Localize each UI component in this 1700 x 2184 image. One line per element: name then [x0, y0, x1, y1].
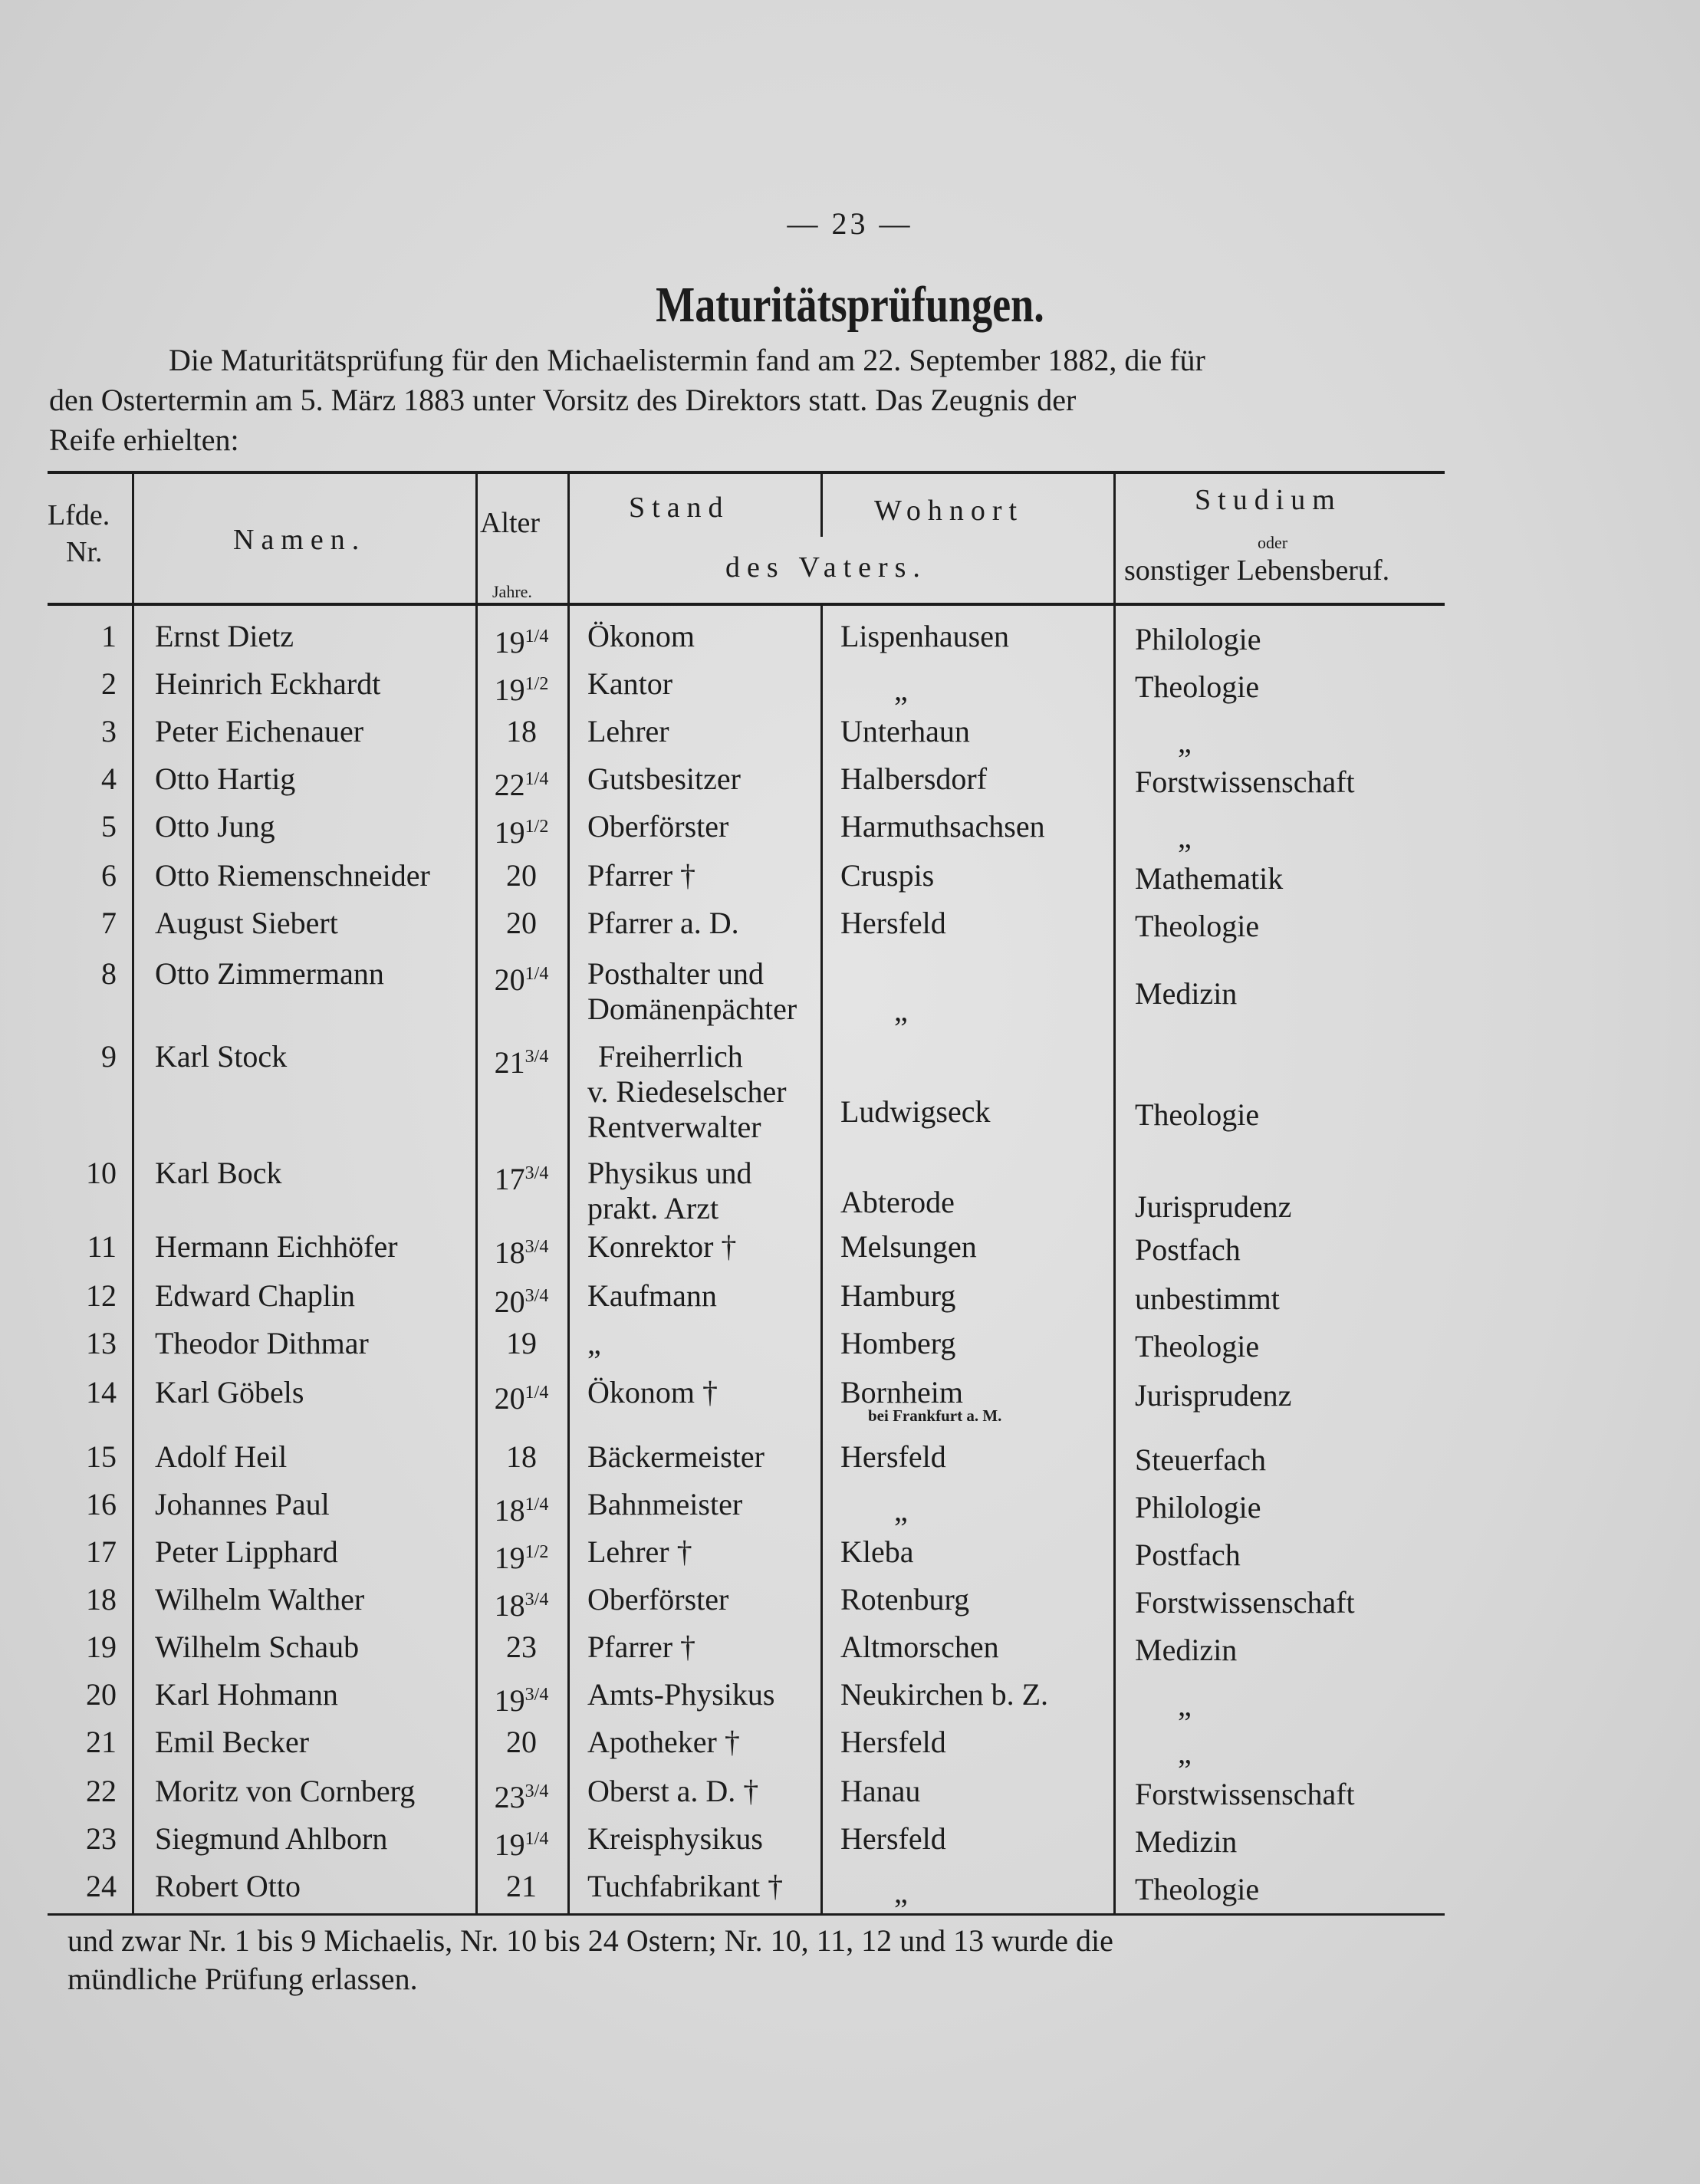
age-fraction: 1/4 [524, 1829, 549, 1849]
age-fraction: 1/4 [524, 627, 549, 646]
row-age [486, 1630, 557, 1664]
row-name: Karl Hohmann [155, 1677, 338, 1712]
row-wohnort: Abterode [840, 1185, 955, 1219]
row-stand: Apotheker † [587, 1725, 740, 1759]
age-whole: 19 [506, 1326, 537, 1360]
row-studium: Medizin [1135, 976, 1238, 1011]
row-number: 11 [87, 1229, 117, 1264]
header-des-vaters: des Vaters. [725, 551, 927, 584]
age-whole: 19 [494, 673, 525, 707]
row-number: 8 [101, 956, 117, 991]
row-name: Hermann Eichhöfer [155, 1229, 398, 1264]
age-whole: 18 [494, 1493, 525, 1528]
header-lfde: Lfde. [48, 499, 110, 531]
row-number: 4 [101, 761, 117, 796]
row-studium: „ [1178, 725, 1192, 759]
row-name: Otto Hartig [155, 761, 296, 796]
row-stand: Pfarrer a. D. [587, 906, 739, 940]
row-studium: Mathematik [1135, 861, 1284, 896]
row-age [486, 667, 557, 707]
row-studium: unbestimmt [1135, 1281, 1280, 1316]
row-studium: Theologie [1135, 1097, 1260, 1132]
row-number: 19 [86, 1630, 117, 1664]
row-stand: „ [587, 1326, 601, 1360]
row-age [486, 1774, 557, 1814]
age-fraction: 3/4 [524, 1047, 549, 1067]
row-age [486, 1488, 557, 1528]
row-stand: Oberförster [587, 1582, 729, 1617]
row-stand: Konrektor † [587, 1229, 737, 1264]
age-fraction: 1/4 [524, 1495, 549, 1515]
row-stand: Gutsbesitzer [587, 761, 741, 796]
row-name: Johannes Paul [155, 1487, 330, 1521]
age-fraction: 1/4 [524, 964, 549, 984]
row-stand: Amts-Physikus [587, 1677, 775, 1712]
row-studium: Forstwissenschaft [1135, 1777, 1355, 1811]
row-wohnort: Hersfeld [840, 1821, 946, 1856]
row-name: Karl Göbels [155, 1375, 304, 1409]
row-stand: Kreisphysikus [587, 1821, 763, 1856]
row-number: 12 [86, 1278, 117, 1313]
row-age [486, 1583, 557, 1623]
age-whole: 23 [494, 1780, 525, 1814]
row-age [486, 1040, 557, 1080]
column-divider [1113, 474, 1116, 1914]
row-age [486, 1279, 557, 1319]
row-age [486, 1870, 557, 1903]
age-fraction: 3/4 [524, 1237, 549, 1257]
header-lebensberuf: sonstiger Lebensberuf. [1124, 554, 1390, 587]
footer-paragraph [67, 1922, 1448, 1998]
row-wohnort: „ [894, 993, 908, 1028]
row-wohnort: Harmuthsachsen [840, 809, 1045, 844]
row-stand: Rentverwalter [587, 1110, 761, 1144]
intro-line: den Ostertermin am 5. März 1883 unter Vorsitz des Direktors statt. Das Zeugnis der [49, 383, 1077, 417]
row-stand: Pfarrer † [587, 1630, 696, 1664]
age-whole: 20 [506, 858, 537, 893]
row-name: Edward Chaplin [155, 1278, 356, 1313]
row-wohnort: Kleba [840, 1534, 914, 1569]
header-jahre: Jahre. [492, 582, 532, 601]
row-stand: Lehrer † [587, 1534, 692, 1569]
row-wohnort: Halbersdorf [840, 761, 988, 796]
row-wohnort: Neukirchen b. Z. [840, 1677, 1049, 1712]
intro-text: Die Maturitätsprüfung für den Michaelistermin fand am 22. September 1882, die für [169, 343, 1205, 377]
row-stand: Lehrer [587, 714, 669, 748]
row-studium: Theologie [1135, 909, 1260, 943]
row-studium: Forstwissenschaft [1135, 765, 1355, 799]
row-name: Wilhelm Schaub [155, 1630, 360, 1664]
row-studium: Jurisprudenz [1135, 1378, 1292, 1413]
row-age [486, 715, 557, 748]
age-whole: 18 [506, 714, 537, 748]
row-age [486, 1376, 557, 1416]
age-whole: 20 [494, 1381, 525, 1416]
age-whole: 19 [494, 1827, 525, 1862]
row-number: 21 [86, 1725, 117, 1759]
age-whole: 20 [506, 1725, 537, 1759]
row-wohnort: Hersfeld [840, 1439, 946, 1474]
age-whole: 20 [506, 906, 537, 940]
row-age [486, 906, 557, 940]
row-name: Adolf Heil [155, 1439, 288, 1474]
age-whole: 23 [506, 1630, 537, 1664]
row-wohnort: „ [894, 1875, 908, 1909]
row-wohnort: „ [894, 673, 908, 707]
row-studium: Philologie [1135, 622, 1261, 656]
row-stand: Freiherrlich [598, 1039, 743, 1074]
row-number: 7 [101, 906, 117, 940]
row-name: Robert Otto [155, 1869, 301, 1903]
row-wohnort: Altmorschen [840, 1630, 999, 1664]
row-name: Peter Lipphard [155, 1534, 338, 1569]
row-number: 24 [86, 1869, 117, 1903]
row-age [486, 957, 557, 997]
row-wohnort: Melsungen [840, 1229, 977, 1264]
row-number: 23 [86, 1821, 117, 1856]
row-age [486, 1725, 557, 1759]
row-name: Theodor Dithmar [155, 1326, 369, 1360]
row-studium: „ [1178, 820, 1192, 854]
age-whole: 18 [494, 1588, 525, 1623]
column-divider [132, 474, 134, 1914]
row-studium: Steuerfach [1135, 1442, 1267, 1477]
age-fraction: 1/2 [524, 674, 549, 694]
row-name: Moritz von Cornberg [155, 1774, 416, 1808]
row-wohnort: Ludwigseck [840, 1094, 991, 1129]
row-name: Emil Becker [155, 1725, 310, 1759]
header-nr: Nr. [66, 536, 103, 568]
row-name: Ernst Dietz [155, 619, 294, 653]
row-wohnort-note: bei Frankfurt a. M. [868, 1406, 1002, 1425]
row-name: Karl Bock [155, 1156, 282, 1190]
row-age [486, 1822, 557, 1862]
footer-line: mündliche Prüfung erlassen. [67, 1962, 418, 1996]
intro-line: Reife erhielten: [49, 423, 239, 457]
row-wohnort: „ [894, 1493, 908, 1528]
age-fraction: 1/4 [524, 769, 549, 789]
row-stand: Tuchfabrikant † [587, 1869, 784, 1903]
row-studium: Medizin [1135, 1824, 1238, 1859]
row-name: Siegmund Ahlborn [155, 1821, 388, 1856]
age-whole: 18 [506, 1439, 537, 1474]
row-number: 10 [86, 1156, 117, 1190]
row-studium: Theologie [1135, 1872, 1260, 1906]
row-stand: Posthalter und [587, 956, 764, 991]
row-age [486, 1327, 557, 1360]
page-title: Maturitätsprüfungen. [656, 277, 1044, 333]
row-number: 3 [101, 714, 117, 748]
age-fraction: 1/4 [524, 1383, 549, 1403]
row-studium: „ [1178, 1735, 1192, 1770]
row-studium: Medizin [1135, 1633, 1238, 1667]
row-age [486, 810, 557, 850]
row-wohnort: Unterhaun [840, 714, 970, 748]
column-divider [475, 474, 478, 1914]
row-name: Otto Riemenschneider [155, 858, 430, 893]
row-stand: Physikus und [587, 1156, 752, 1190]
row-number: 9 [101, 1039, 117, 1074]
age-fraction: 3/4 [524, 1781, 549, 1801]
row-age [486, 1230, 557, 1270]
row-number: 6 [101, 858, 117, 893]
row-name: Otto Jung [155, 809, 275, 844]
row-stand: Oberst a. D. † [587, 1774, 759, 1808]
age-fraction: 3/4 [524, 1590, 549, 1610]
row-studium: „ [1178, 1688, 1192, 1722]
table-top-rule [48, 471, 1445, 474]
row-age [486, 762, 557, 802]
age-whole: 19 [494, 815, 525, 850]
row-number: 22 [86, 1774, 117, 1808]
row-stand: prakt. Arzt [587, 1191, 719, 1225]
row-number: 18 [86, 1582, 117, 1617]
age-whole: 22 [494, 768, 525, 802]
row-stand: Ökonom [587, 619, 695, 653]
row-studium: Philologie [1135, 1490, 1261, 1525]
row-age [486, 1678, 557, 1718]
row-wohnort: Bornheim [840, 1375, 963, 1409]
age-whole: 21 [506, 1869, 537, 1903]
row-name: Karl Stock [155, 1039, 288, 1074]
age-whole: 18 [494, 1235, 525, 1270]
age-fraction: 1/2 [524, 817, 549, 837]
row-wohnort: Cruspis [840, 858, 935, 893]
row-studium: Jurisprudenz [1135, 1189, 1292, 1224]
row-wohnort: Hamburg [840, 1278, 956, 1313]
row-studium: Postfach [1135, 1538, 1241, 1572]
row-age [486, 1440, 557, 1474]
page-number: — 23 — [787, 206, 913, 241]
row-wohnort: Rotenburg [840, 1582, 970, 1617]
row-wohnort: Hersfeld [840, 1725, 946, 1759]
row-stand: Bäckermeister [587, 1439, 765, 1474]
age-fraction: 3/4 [524, 1286, 549, 1306]
row-stand: Domänenpächter [587, 992, 797, 1026]
header-oder: oder [1258, 533, 1288, 552]
row-age [486, 859, 557, 893]
header-bottom-rule [48, 603, 1445, 606]
row-stand: Ökonom † [587, 1375, 718, 1409]
intro-line [49, 340, 1445, 380]
row-number: 2 [101, 666, 117, 701]
age-fraction: 3/4 [524, 1685, 549, 1705]
row-number: 16 [86, 1487, 117, 1521]
row-studium: Postfach [1135, 1232, 1241, 1267]
row-stand: v. Riedeselscher [587, 1074, 787, 1109]
row-wohnort: Lispenhausen [840, 619, 1009, 653]
age-whole: 19 [494, 1683, 525, 1718]
age-whole: 20 [494, 1284, 525, 1319]
age-whole: 21 [494, 1045, 525, 1080]
column-divider [820, 606, 823, 1914]
row-age [486, 1535, 557, 1575]
row-name: August Siebert [155, 906, 338, 940]
row-wohnort: Homberg [840, 1326, 956, 1360]
row-studium: Forstwissenschaft [1135, 1585, 1355, 1620]
age-whole: 20 [494, 962, 525, 997]
header-alter: Alter [480, 507, 541, 539]
row-name: Wilhelm Walther [155, 1582, 365, 1617]
row-wohnort: Hanau [840, 1774, 921, 1808]
row-number: 1 [101, 619, 117, 653]
column-divider [820, 474, 823, 537]
column-divider [567, 474, 570, 1914]
row-studium: Theologie [1135, 1329, 1260, 1363]
row-age [486, 620, 557, 659]
row-studium: Theologie [1135, 669, 1260, 704]
row-stand: Kantor [587, 666, 673, 701]
header-namen: Namen. [233, 524, 367, 556]
row-number: 5 [101, 809, 117, 844]
row-number: 13 [86, 1326, 117, 1360]
row-wohnort: Hersfeld [840, 906, 946, 940]
header-wohnort: Wohnort [874, 495, 1024, 527]
row-name: Peter Eichenauer [155, 714, 364, 748]
row-number: 14 [86, 1375, 117, 1409]
age-fraction: 3/4 [524, 1163, 549, 1183]
age-whole: 19 [494, 625, 525, 659]
intro-paragraph [49, 340, 1445, 460]
row-number: 20 [86, 1677, 117, 1712]
table-bottom-rule [48, 1913, 1445, 1916]
row-name: Heinrich Eckhardt [155, 666, 381, 701]
header-stand: Stand [629, 492, 730, 524]
footer-line: und zwar Nr. 1 bis 9 Michaelis, Nr. 10 bis 24 Ostern; Nr. 10, 11, 12 und 13 wurde die [67, 1923, 1113, 1958]
age-fraction: 1/2 [524, 1542, 549, 1562]
row-age [486, 1156, 557, 1196]
header-studium: Studium [1195, 484, 1342, 516]
row-stand: Pfarrer † [587, 858, 696, 893]
row-stand: Oberförster [587, 809, 729, 844]
row-number: 15 [86, 1439, 117, 1474]
age-whole: 19 [494, 1541, 525, 1575]
row-stand: Bahnmeister [587, 1487, 743, 1521]
row-name: Otto Zimmermann [155, 956, 384, 991]
row-number: 17 [86, 1534, 117, 1569]
age-whole: 17 [494, 1162, 525, 1196]
row-stand: Kaufmann [587, 1278, 717, 1313]
